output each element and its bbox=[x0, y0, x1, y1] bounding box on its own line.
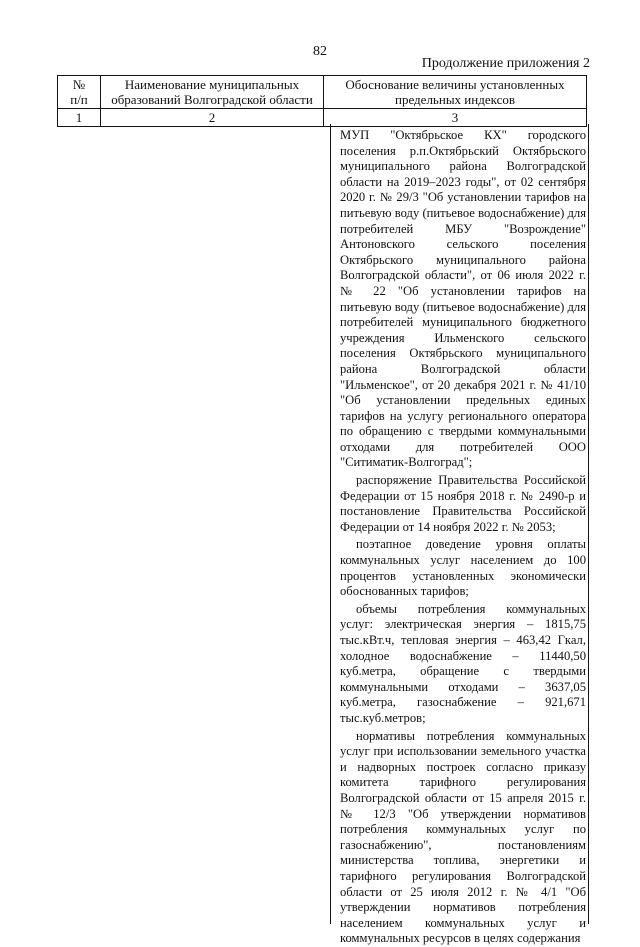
paragraph: поэтапное доведение уровня оплаты коммунальных услуг населением до 100 процентов установленных экономически обоснованных тарифов; bbox=[340, 537, 586, 599]
table-header bbox=[57, 75, 587, 127]
header-col-justification-line1: Обоснование величины установленных bbox=[345, 77, 565, 92]
paragraph: нормативы потребления коммунальных услуг при использовании земельного участка и надворных построек согласно приказу комитета тарифного регулирования Волгоградской области от 15 апреля 2015 г. № 12/3 "Об утверждении нормативов потребления коммунальных услуг по газоснабжению", постановлениям министерства топлива, энергетики и тарифного регулирования Волгоградской области от 25 июля 2012 г. № 4/1 "Об утверждении нормативов потребления населением коммунальных услуг и коммунальных ресурсов в целях содержания bbox=[340, 728, 586, 946]
paragraph: объемы потребления коммунальных услуг: электрическая энергия – 1815,75 тыс.кВт.ч, тепловая энергия – 463,42 Гкал, холодное водоснабжение – 11440,50 куб.метра, обращение с твердыми коммунальными отходами – 3637,05 куб.метра, газоснабжение – 921,671 тыс.куб.метров; bbox=[340, 601, 586, 725]
justification-text bbox=[340, 128, 586, 947]
header-col-number bbox=[58, 76, 101, 109]
header-col-municipality bbox=[101, 76, 324, 109]
header-col-justification bbox=[324, 76, 587, 109]
page-number: 82 bbox=[313, 44, 327, 59]
column-number-1: 1 bbox=[58, 109, 101, 127]
paragraph: распоряжение Правительства Российской Федерации от 15 ноября 2018 г. № 2490-р и постановление Правительства Российской Федерации от 14 ноября 2022 г. № 2053; bbox=[340, 473, 586, 534]
column-number-3: 3 bbox=[324, 109, 587, 127]
column-number-2: 2 bbox=[101, 109, 324, 127]
paragraph: МУП "Октябрьское КХ" городского поселения р.п.Октябрьский Октябрьского муниципального района Волгоградской области на 2019–2023 годы", от 02 сентября 2020 г. № 29/3 "Об установлении тарифов на питьевую воду (питьевое водоснабжение) для потребителей МБУ "Возрождение" Антоновского сельского поселения Октябрьского муниципального района Волгоградской области", от 06 июля 2022 г. № 22 "Об установлении тарифов на питьевую воду (питьевое водоснабжение) для потребителей муниципального бюджетного учреждения Ильменского сельского поселения Октябрьского муниципального района Волгоградской области "Ильменское", от 20 декабря 2021 г. № 41/10 "Об установлении предельных единых тарифов на услугу регионального оператора по обращению с твердыми коммунальными отходами для потребителей ООО "Ситиматик-Волгоград"; bbox=[340, 128, 586, 470]
header-col-justification-line2: предельных индексов bbox=[395, 92, 515, 107]
header-col-number-line1: № bbox=[72, 77, 86, 92]
header-col-municipality-line1: Наименование муниципальных bbox=[124, 77, 300, 92]
header-col-number-line2: п/п bbox=[70, 92, 88, 107]
appendix-continuation: Продолжение приложения 2 bbox=[421, 56, 590, 71]
header-col-municipality-line2: образований Волгоградской области bbox=[111, 92, 313, 107]
